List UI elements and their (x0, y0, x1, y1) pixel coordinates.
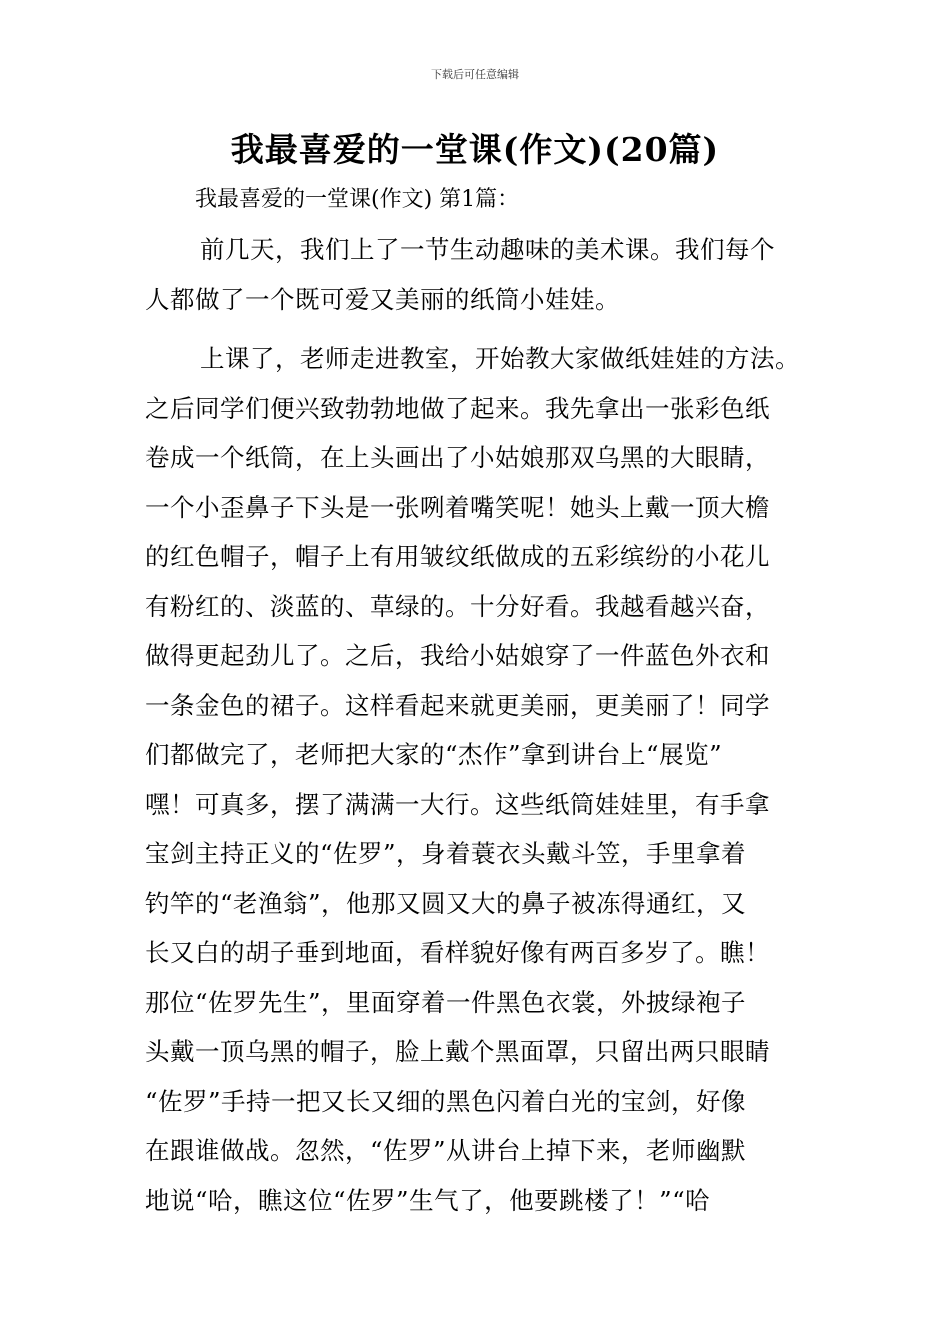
text-line: 在跟谁做战。忽然，“佐罗”从讲台上掉下来，老师幽默 (145, 1136, 747, 1165)
text-line: 之后同学们便兴致勃勃地做了起来。我先拿出一张彩色纸 (145, 393, 770, 423)
text-line: 一条金色的裙子。这样看起来就更美丽，更美丽了！同学 (145, 690, 770, 720)
text-line: 前几天，我们上了一节生动趣味的美术课。我们每个 (200, 235, 775, 264)
text-line: “佐罗”手持一把又长又细的黑色闪着白光的宝剑，好像 (145, 1086, 747, 1116)
text-line: 上课了，老师走进教室，开始教大家做纸娃娃的方法。 (200, 344, 800, 373)
text-line: 的红色帽子，帽子上有用皱纹纸做成的五彩缤纷的小花儿 (145, 542, 770, 571)
body-text (145, 230, 810, 1230)
text-line: 长又白的胡子垂到地面，看样貌好像有两百多岁了。瞧！ (145, 938, 770, 967)
text-line: 头戴一顶乌黑的帽子，脸上戴个黑面罩，只留出两只眼睛 (145, 1037, 770, 1066)
paragraph-gap (145, 329, 810, 339)
document-title: 我最喜爱的一堂课(作文)(20篇) (230, 130, 720, 169)
text-line: 钓竿的“老渔翁”，他那又圆又大的鼻子被冻得通红，又 (145, 888, 747, 918)
text-line: 有粉红的、淡蓝的、草绿的。十分好看。我越看越兴奋， (145, 591, 770, 621)
text-line: 宝剑主持正义的“佐罗”，身着蓑衣头戴斗笠，手里拿着 (145, 839, 747, 868)
text-line: 做得更起劲儿了。之后，我给小姑娘穿了一件蓝色外衣和 (145, 641, 770, 670)
text-line: 地说“哈，瞧这位“佐罗”生气了，他要跳楼了！”“哈 (145, 1185, 711, 1215)
section-subtitle: 我最喜爱的一堂课(作文) 第1篇： (195, 187, 520, 212)
text-line: 卷成一个纸筒，在上头画出了小姑娘那双乌黑的大眼睛， (145, 443, 770, 472)
text-line: 那位“佐罗先生”，里面穿着一件黑色衣裳，外披绿袍子 (145, 987, 747, 1017)
text-line: 一个小歪鼻子下头是一张咧着嘴笑呢！她头上戴一顶大檐 (145, 492, 770, 522)
text-line: 们都做完了，老师把大家的“杰作”拿到讲台上“展览” (145, 740, 723, 769)
text-line: 嘿！可真多，摆了满满一大行。这些纸筒娃娃里，有手拿 (145, 789, 770, 819)
header-note: 下载后可任意编辑 (431, 68, 519, 81)
text-line: 人都做了一个既可爱又美丽的纸筒小娃娃。 (145, 284, 620, 314)
